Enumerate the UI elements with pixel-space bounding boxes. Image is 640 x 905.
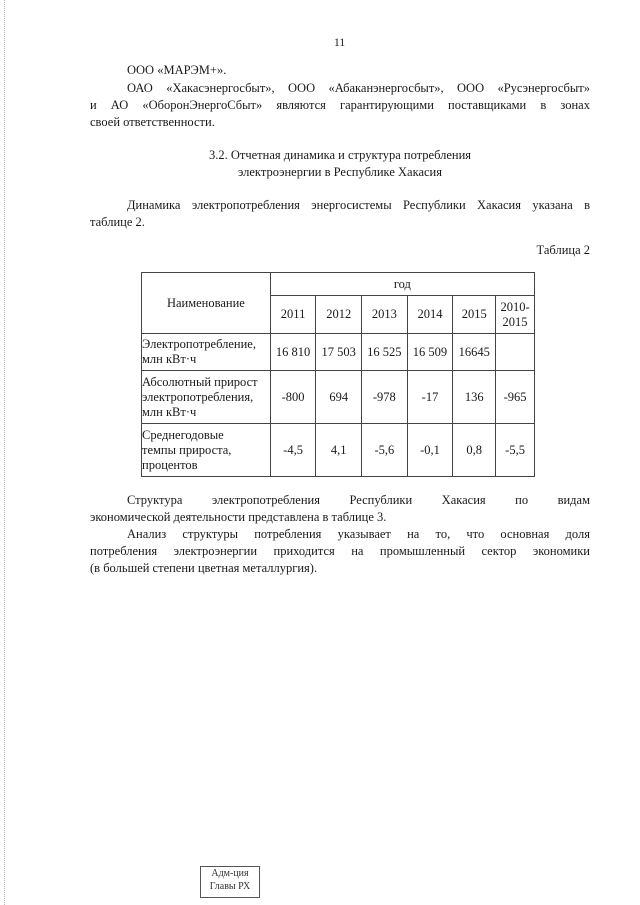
row-label (142, 371, 271, 424)
section-heading: электроэнергии в Республике Хакасия (238, 165, 442, 179)
table-header-year-group: год (270, 273, 534, 296)
paragraph-line: (в большей степени цветная металлургия). (90, 561, 318, 575)
table-caption: Таблица 2 (536, 243, 590, 257)
stamp-line: Адм-ция (211, 868, 249, 879)
table-cell: 0,8 (453, 424, 496, 477)
row-label-line: млн кВт·ч (142, 352, 197, 366)
paragraph-line: ОАО «Хакасэнергосбыт», ООО «Абаканэнергосбыт», ООО «Русэнергосбыт» (127, 81, 590, 95)
table-cell: -4,5 (270, 424, 316, 477)
table-header-year: 2011 (270, 296, 316, 334)
paragraph-line: Динамика электропотребления энергосистемы Республики Хакасия указана в (127, 198, 590, 212)
table-cell (496, 334, 535, 371)
table-cell: -5,6 (362, 424, 408, 477)
row-label-line: млн кВт·ч (142, 404, 197, 419)
paragraph-line: и АО «ОборонЭнергоСбыт» являются гарантирующими поставщиками в зонах (90, 98, 590, 112)
paragraph-line: экономической деятельности представлена в таблице 3. (90, 510, 387, 524)
table-cell: 16 810 (270, 334, 316, 371)
table-cell: 136 (453, 371, 496, 424)
table-header-year: 2015 (453, 296, 496, 334)
table-row (142, 334, 535, 371)
row-label-line: темпы прироста, (142, 442, 232, 457)
table-cell: -800 (270, 371, 316, 424)
table-header-year: 2013 (362, 296, 408, 334)
table-cell: -978 (362, 371, 408, 424)
paragraph-line: Структура электропотребления Республики Хакасия по видам (127, 493, 590, 507)
table-cell: -0,1 (407, 424, 453, 477)
row-label-line: Абсолютный прирост (142, 374, 258, 389)
period-line: 2010- (500, 299, 530, 314)
page-number: 11 (334, 37, 346, 49)
table-cell: -5,5 (496, 424, 535, 477)
consumption-table (141, 272, 535, 477)
table-row (142, 424, 535, 477)
left-margin-scan-marks (4, 0, 6, 905)
paragraph-line: ООО «МАРЭМ+». (127, 63, 227, 77)
table-row (142, 371, 535, 424)
table-header-year: 2012 (316, 296, 362, 334)
table-header-period (496, 296, 535, 334)
table-cell: 694 (316, 371, 362, 424)
section-heading: 3.2. Отчетная динамика и структура потребления (208, 148, 472, 162)
row-label (142, 424, 271, 477)
table-cell: 17 503 (316, 334, 362, 371)
paragraph-line: своей ответственности. (90, 115, 215, 129)
table-cell: -965 (496, 371, 535, 424)
table-cell: -17 (407, 371, 453, 424)
table-cell: 16645 (453, 334, 496, 371)
table-cell: 16 525 (362, 334, 408, 371)
period-line: 2015 (502, 314, 528, 329)
stamp-line: Главы РХ (209, 881, 251, 892)
registration-stamp (200, 866, 260, 898)
paragraph-line: Анализ структуры потребления указывает на то, что основная доля (127, 527, 590, 541)
row-label (142, 334, 271, 371)
row-label-line: Среднегодовые (142, 427, 224, 442)
paragraph-line: потребления электроэнергии приходится на промышленный сектор экономики (90, 544, 590, 558)
table-header-name: Наименование (142, 273, 271, 334)
table-header-year: 2014 (407, 296, 453, 334)
table-cell: 4,1 (316, 424, 362, 477)
table-cell: 16 509 (407, 334, 453, 371)
row-label-line: процентов (142, 457, 198, 472)
row-label-line: Электропотребление, (142, 337, 256, 351)
paragraph-line: таблице 2. (90, 215, 145, 229)
row-label-line: электропотребления, (142, 389, 254, 404)
